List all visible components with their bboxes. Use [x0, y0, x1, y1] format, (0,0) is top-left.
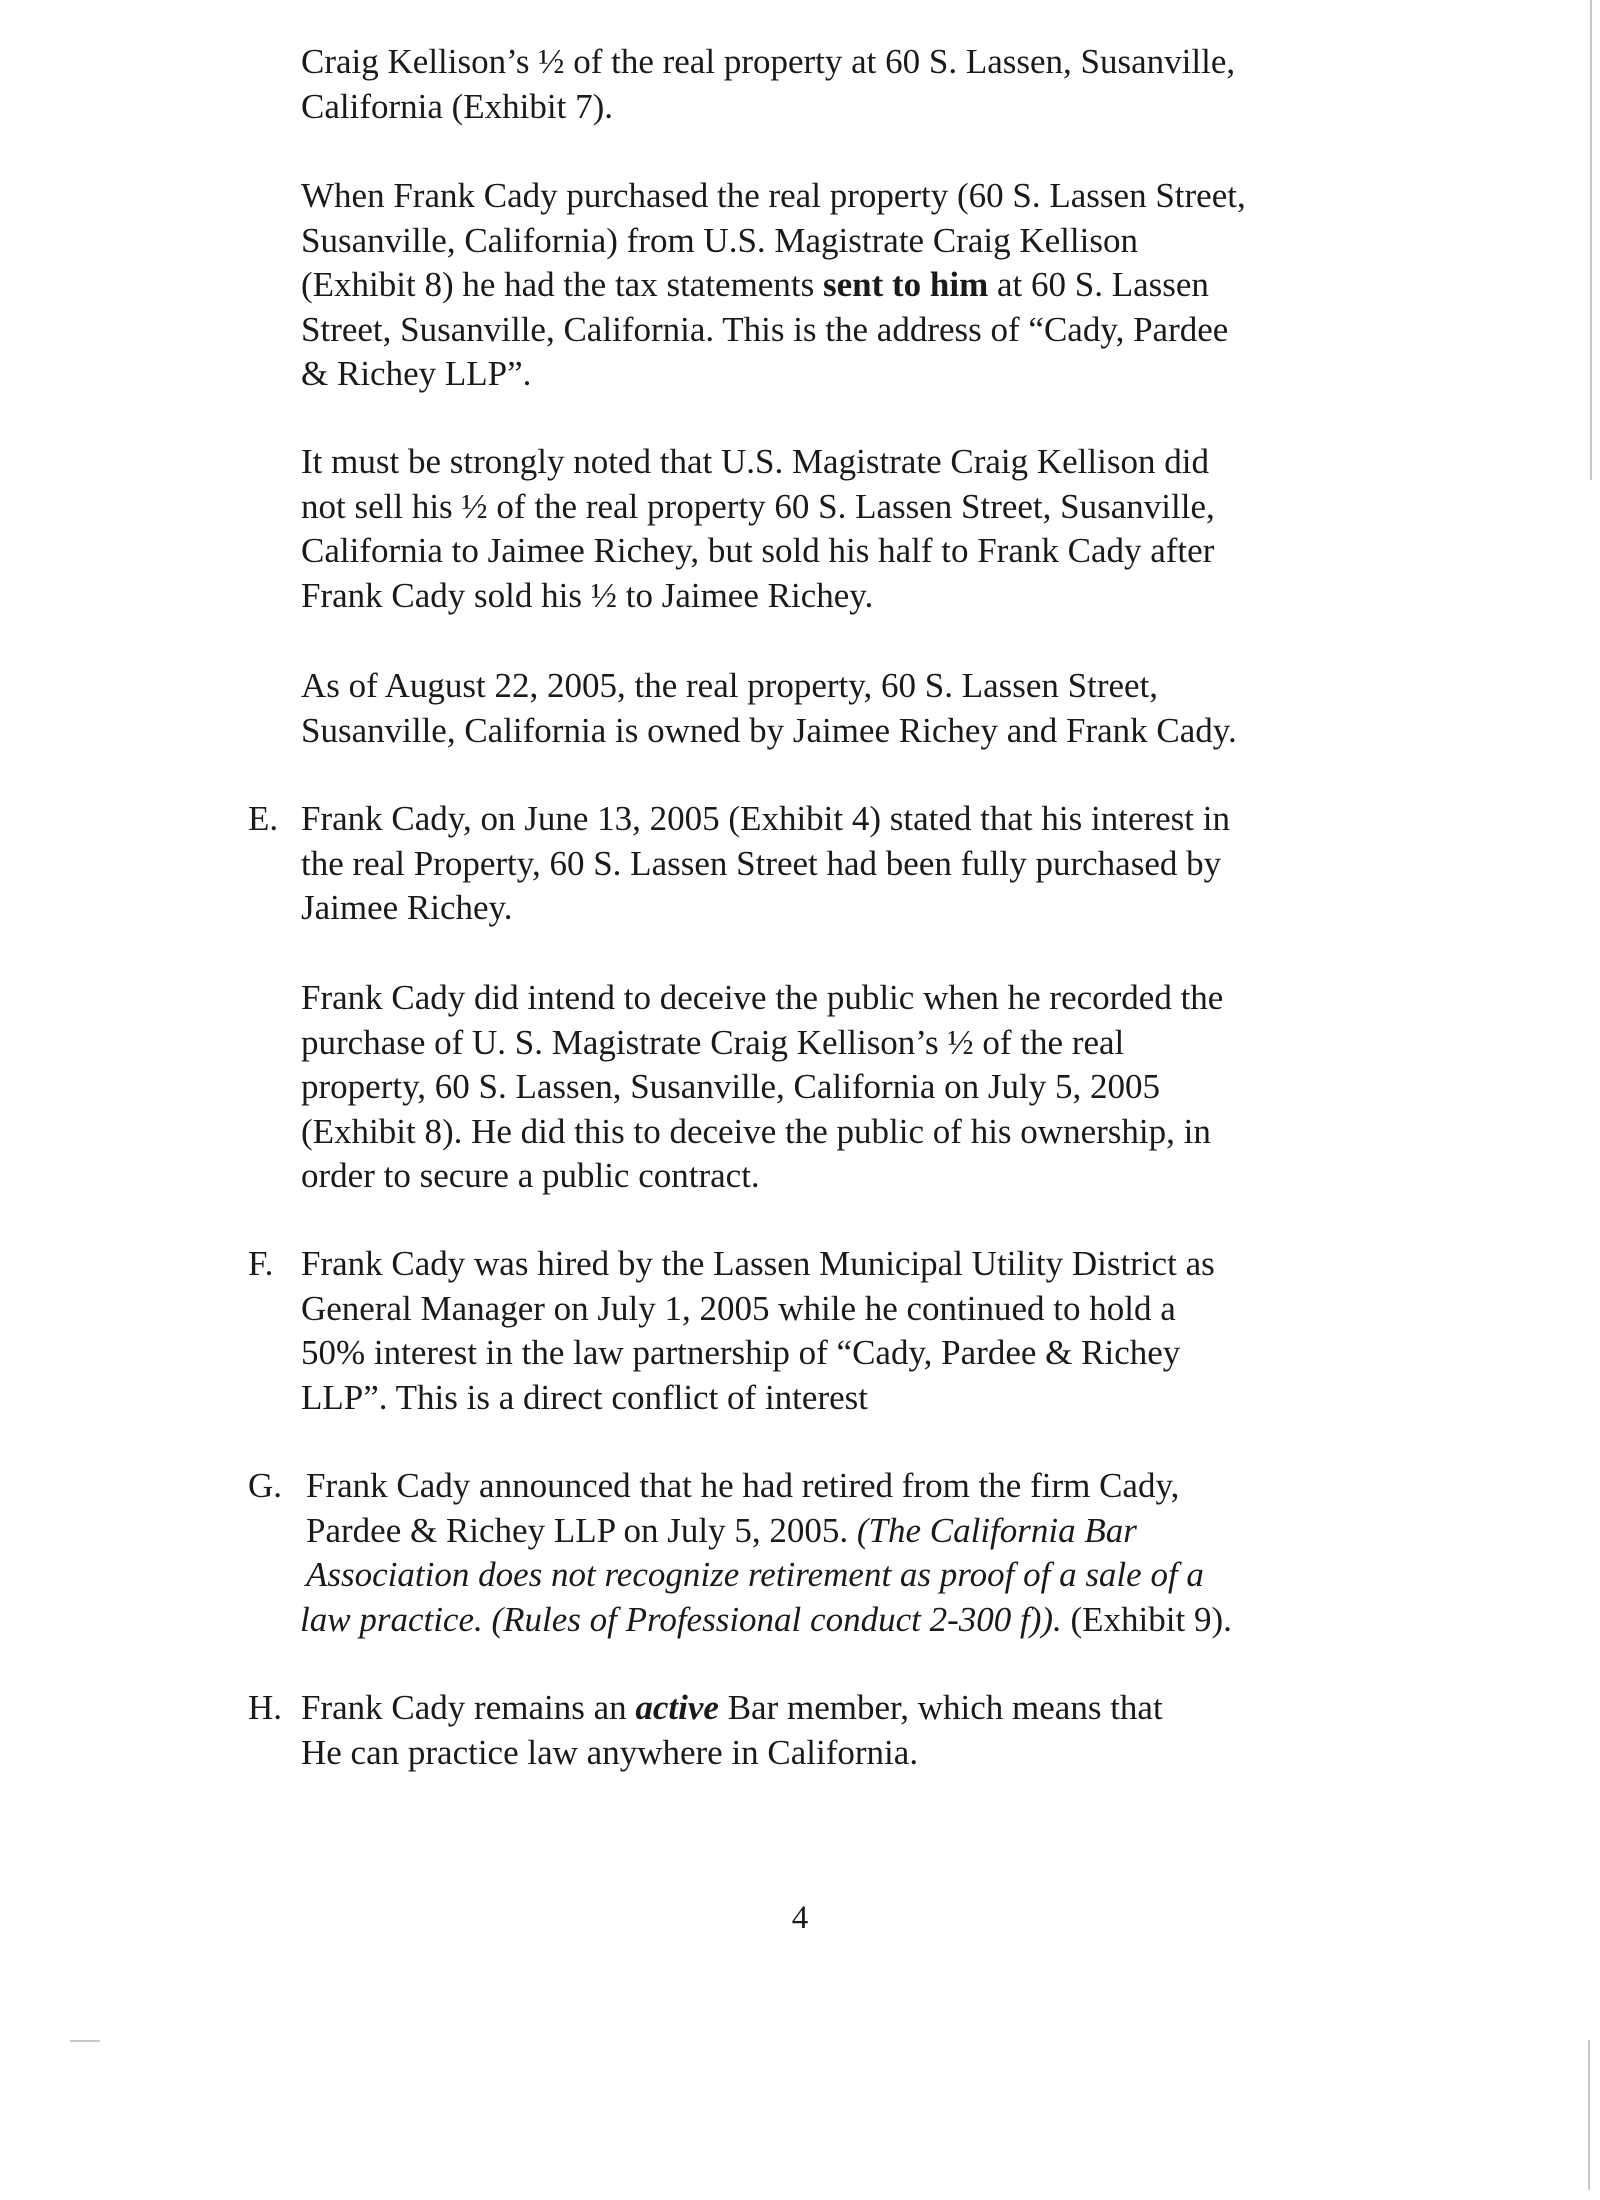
paragraph-intent-to-deceive: [301, 976, 1361, 1199]
text-line: Jaimee Richey.: [301, 888, 513, 927]
text-run: (Exhibit 9).: [1061, 1599, 1232, 1639]
text-line: not sell his ½ of the real property 60 S. Lassen Street, Susanville,: [301, 486, 1215, 526]
paragraph-ownership: [301, 664, 1361, 753]
text-line: & Richey LLP”.: [301, 354, 532, 393]
text-line: It must be strongly noted that U.S. Magistrate Craig Kellison did: [301, 442, 1209, 481]
italic-text: law practice. (Rules of Professional conduct 2-300 f)).: [300, 1599, 1062, 1639]
italic-text: (The California Bar: [856, 1510, 1137, 1550]
text-run: Frank Cady remains an: [301, 1688, 636, 1727]
text-line: When Frank Cady purchased the real property (60 S. Lassen Street,: [301, 176, 1246, 215]
text-line: property, 60 S. Lassen, Susanville, California on July 5, 2005: [301, 1067, 1161, 1106]
text-line: (Exhibit 8). He did this to deceive the public of his ownership, in: [301, 1111, 1211, 1151]
text-line: Frank Cady did intend to deceive the public when he recorded the: [301, 978, 1224, 1017]
text-line: Street, Susanville, California. This is the address of “Cady, Pardee: [301, 309, 1229, 349]
text-line: [300, 1598, 1366, 1643]
scan-edge-mark: [70, 2040, 100, 2042]
list-item-text: [300, 1464, 1366, 1642]
text-line: the real Property, 60 S. Lassen Street had been fully purchased by: [301, 843, 1222, 883]
text-line: Frank Cady, on June 13, 2005 (Exhibit 4) stated that his interest in: [301, 799, 1230, 838]
bold-text: sent to him: [822, 265, 989, 304]
list-marker: H.: [248, 1688, 283, 1727]
text-line: Frank Cady sold his ½ to Jaimee Richey.: [301, 575, 874, 615]
text-run: (Exhibit 8) he had the tax statements: [301, 265, 823, 304]
scan-edge-mark: [1588, 2040, 1590, 2190]
text-line: 50% interest in the law partnership of “Cady, Pardee & Richey: [301, 1333, 1181, 1372]
text-line: Susanville, California) from U.S. Magistrate Craig Kellison: [301, 220, 1138, 260]
scan-edge-mark: [1590, 0, 1592, 480]
list-marker: F.: [248, 1244, 274, 1283]
list-item-text: [301, 1686, 1361, 1775]
text-run: Bar member, which means that: [718, 1688, 1163, 1727]
list-item-text: [301, 1242, 1361, 1420]
text-line: Susanville, California is owned by Jaimee Richey and Frank Cady.: [301, 710, 1237, 750]
bold-italic-text: active: [635, 1688, 719, 1727]
text-line: [301, 1686, 1361, 1731]
text-line: Craig Kellison’s ½ of the real property at 60 S. Lassen, Susanville,: [301, 42, 1236, 81]
list-marker: E.: [248, 799, 279, 838]
list-item-text: [301, 797, 1361, 931]
text-line: California (Exhibit 7).: [301, 86, 614, 126]
page-number: 4: [791, 1900, 809, 1936]
text-line: As of August 22, 2005, the real property, 60 S. Lassen Street,: [301, 666, 1159, 705]
text-line: [301, 263, 1361, 308]
text-line: General Manager on July 1, 2005 while he continued to hold a: [301, 1288, 1176, 1328]
paragraph-tax-statements: [301, 174, 1361, 397]
text-line: purchase of U. S. Magistrate Craig Kellison’s ½ of the real: [301, 1022, 1125, 1062]
text-line: Frank Cady announced that he had retired from the firm Cady,: [306, 1466, 1180, 1505]
text-line: [306, 1509, 1366, 1554]
text-line: order to secure a public contract.: [301, 1156, 760, 1195]
text-line: Frank Cady was hired by the Lassen Municipal Utility District as: [301, 1244, 1215, 1283]
text-line: LLP”. This is a direct conflict of interest: [301, 1377, 868, 1417]
text-line: California to Jaimee Richey, but sold his half to Frank Cady after: [301, 531, 1215, 570]
text-line: He can practice law anywhere in California.: [301, 1732, 919, 1772]
paragraph-continuation: [301, 40, 1361, 129]
text-run: at 60 S. Lassen: [988, 265, 1209, 304]
text-run: Pardee & Richey LLP on July 5, 2005.: [306, 1510, 857, 1550]
list-marker: G.: [248, 1466, 283, 1505]
paragraph-strongly-noted: [301, 440, 1361, 618]
italic-text-line: Association does not recognize retirement as proof of a sale of a: [306, 1555, 1204, 1594]
